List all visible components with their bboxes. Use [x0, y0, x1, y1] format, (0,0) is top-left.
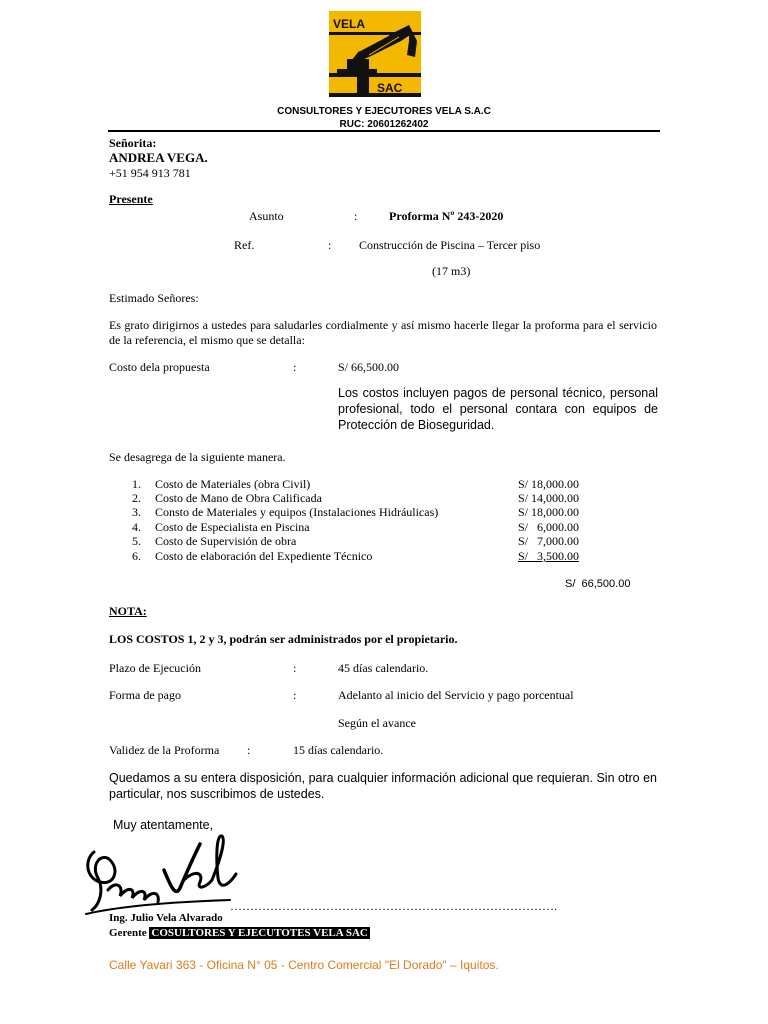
costo-value: S/ 66,500.00 [338, 360, 400, 374]
asunto-label: Asunto [249, 209, 284, 223]
item-label: Costo de Especialista en Piscina [155, 520, 310, 534]
ref-label: Ref. [234, 238, 255, 252]
list-item [132, 491, 592, 506]
nota-text: LOS COSTOS 1, 2 y 3, podrán ser administrados por el propietario. [109, 632, 458, 646]
item-number: 4. [132, 520, 141, 534]
signer-company: COSULTORES Y EJECUTOTES VELA SAC [151, 927, 368, 939]
asunto-colon: : [354, 209, 358, 223]
closing-paragraph: Quedamos a su entera disposición, para cualquier información adicional que requieran. Sin otro en particular, nos suscribimos de ustedes. [109, 771, 657, 801]
presente-heading: Presente [109, 192, 153, 206]
item-label: Costo de elaboración del Expediente Técnico [155, 549, 373, 563]
excavator-icon [329, 11, 421, 97]
plazo-value: 45 días calendario. [338, 661, 429, 675]
greeting: Estimado Señores: [109, 291, 199, 305]
company-ruc: RUC: 20601262402 [339, 119, 429, 130]
logo-bottom-text: SAC [377, 81, 403, 95]
plazo-colon: : [293, 661, 297, 675]
item-amount: S/ 18,000.00 [518, 477, 580, 491]
plazo-label: Plazo de Ejecución [109, 661, 201, 675]
list-item [132, 477, 592, 492]
recipient-name: ANDREA VEGA. [109, 150, 208, 165]
salutation: Señorita: [109, 136, 157, 150]
signer-role-label: Gerente [109, 927, 147, 939]
costo-label: Costo dela propuesta [109, 360, 210, 374]
regards: Muy atentamente, [113, 818, 214, 832]
item-number: 6. [132, 549, 141, 563]
item-number: 1. [132, 477, 141, 491]
item-label: Consto de Materiales y equipos (Instalaciones Hidráulicas) [155, 505, 439, 519]
includes-paragraph: Los costos incluyen pagos de personal técnico, personal profesional, todo el personal contara con equipos de Protección de Bioseguridad. [338, 386, 658, 432]
signature-line: ………………………………………………………………………. [230, 899, 557, 913]
nota-title: NOTA: [109, 604, 147, 618]
list-item [132, 534, 592, 549]
list-item [132, 520, 592, 535]
pago-colon: : [293, 688, 297, 702]
item-label: Costo de Mano de Obra Calificada [155, 491, 322, 505]
logo-top-text: VELA [333, 17, 366, 31]
asunto-value: Proforma Nº 243-2020 [389, 209, 504, 223]
company-name: CONSULTORES Y EJECUTORES VELA S.A.C [277, 106, 491, 117]
header-divider [108, 130, 660, 132]
breakdown-intro: Se desagrega de la siguiente manera. [109, 450, 286, 464]
intro-paragraph: Es grato dirigirnos a ustedes para saludarles cordialmente y así mismo hacerle llegar la proforma para el servicio de la referencia, el mismo que se detalla: [109, 318, 657, 347]
validez-colon: : [247, 743, 251, 757]
total-amount: S/ 66,500.00 [565, 578, 631, 590]
item-label: Costo de Materiales (obra Civil) [155, 477, 311, 491]
ref-colon: : [328, 238, 332, 252]
item-amount: S/ 7,000.00 [518, 534, 580, 548]
item-amount: S/ 14,000.00 [518, 491, 580, 505]
recipient-phone: +51 954 913 781 [109, 166, 191, 180]
pago-value: Adelanto al inicio del Servicio y pago porcentual [338, 688, 574, 702]
ref-note: (17 m3) [432, 264, 471, 278]
item-label: Costo de Supervisión de obra [155, 534, 297, 548]
signer-name: Ing. Julio Vela Alvarado [109, 912, 223, 924]
pago-value-2: Según el avance [338, 716, 416, 730]
ref-value: Construcción de Piscina – Tercer piso [359, 238, 541, 252]
pago-label: Forma de pago [109, 688, 181, 702]
costo-colon: : [293, 360, 297, 374]
item-number: 2. [132, 491, 141, 505]
company-logo [329, 11, 421, 97]
item-amount: S/ 18,000.00 [518, 505, 580, 519]
signer-role [109, 927, 370, 939]
item-amount: S/ 6,000.00 [518, 520, 580, 534]
footer-address: Calle Yavari 363 - Oficina N° 05 - Centro Comercial "El Dorado" – Iquitos. [109, 958, 499, 972]
item-number: 5. [132, 534, 141, 548]
list-item [132, 549, 592, 564]
validez-value: 15 días calendario. [293, 743, 384, 757]
item-number: 3. [132, 505, 141, 519]
list-item [132, 505, 592, 520]
validez-label: Validez de la Proforma [109, 743, 220, 757]
item-amount: S/ 3,500.00 [518, 549, 580, 563]
